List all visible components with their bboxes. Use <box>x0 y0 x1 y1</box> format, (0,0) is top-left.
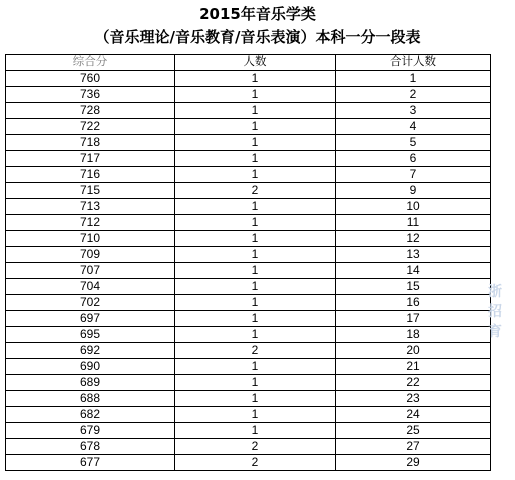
cell-cumulative: 5 <box>336 135 491 151</box>
cell-cumulative: 25 <box>336 423 491 439</box>
cell-cumulative: 22 <box>336 375 491 391</box>
cell-count: 2 <box>175 183 336 199</box>
table-row <box>6 407 491 423</box>
cell-count: 1 <box>175 359 336 375</box>
table-row <box>6 391 491 407</box>
cell-cumulative: 21 <box>336 359 491 375</box>
column-header-count: 人数 <box>175 55 336 71</box>
table-row <box>6 247 491 263</box>
cell-cumulative: 13 <box>336 247 491 263</box>
cell-count: 1 <box>175 135 336 151</box>
cell-count: 1 <box>175 119 336 135</box>
cell-score: 712 <box>6 215 175 231</box>
cell-score: 692 <box>6 343 175 359</box>
table-row <box>6 71 491 87</box>
cell-count: 1 <box>175 215 336 231</box>
cell-score: 713 <box>6 199 175 215</box>
cell-score: 715 <box>6 183 175 199</box>
cell-cumulative: 11 <box>336 215 491 231</box>
cell-score: 709 <box>6 247 175 263</box>
table-row <box>6 263 491 279</box>
table-row <box>6 135 491 151</box>
table-row <box>6 359 491 375</box>
cell-score: 678 <box>6 439 175 455</box>
table-row <box>6 215 491 231</box>
cell-score: 722 <box>6 119 175 135</box>
cell-cumulative: 7 <box>336 167 491 183</box>
cell-count: 1 <box>175 151 336 167</box>
cell-cumulative: 24 <box>336 407 491 423</box>
cell-cumulative: 6 <box>336 151 491 167</box>
cell-cumulative: 2 <box>336 87 491 103</box>
watermark-text: 育 <box>488 324 502 340</box>
page-subtitle: （音乐理论/音乐教育/音乐表演）本科一分一段表 <box>94 28 421 46</box>
cell-count: 1 <box>175 71 336 87</box>
cell-score: 710 <box>6 231 175 247</box>
table-body <box>6 71 491 471</box>
cell-score: 704 <box>6 279 175 295</box>
cell-count: 1 <box>175 279 336 295</box>
table-row <box>6 439 491 455</box>
cell-score: 728 <box>6 103 175 119</box>
cell-count: 1 <box>175 231 336 247</box>
score-distribution-table <box>5 54 491 471</box>
cell-score: 677 <box>6 455 175 471</box>
cell-cumulative: 27 <box>336 439 491 455</box>
column-header-cumulative: 合计人数 <box>336 55 491 71</box>
cell-count: 1 <box>175 263 336 279</box>
cell-count: 1 <box>175 391 336 407</box>
cell-count: 1 <box>175 199 336 215</box>
cell-score: 717 <box>6 151 175 167</box>
cell-count: 1 <box>175 295 336 311</box>
cell-count: 1 <box>175 103 336 119</box>
cell-score: 690 <box>6 359 175 375</box>
cell-score: 689 <box>6 375 175 391</box>
table-row <box>6 119 491 135</box>
column-header-score: 综合分 <box>6 55 175 71</box>
cell-count: 1 <box>175 327 336 343</box>
cell-cumulative: 29 <box>336 455 491 471</box>
table-row <box>6 87 491 103</box>
table-row <box>6 327 491 343</box>
table-row <box>6 375 491 391</box>
cell-cumulative: 1 <box>336 71 491 87</box>
cell-score: 736 <box>6 87 175 103</box>
cell-score: 697 <box>6 311 175 327</box>
cell-cumulative: 14 <box>336 263 491 279</box>
cell-score: 695 <box>6 327 175 343</box>
page-title: 2015年音乐学类 <box>199 5 316 23</box>
cell-cumulative: 18 <box>336 327 491 343</box>
cell-score: 718 <box>6 135 175 151</box>
cell-cumulative: 23 <box>336 391 491 407</box>
cell-cumulative: 17 <box>336 311 491 327</box>
table-row <box>6 199 491 215</box>
cell-score: 679 <box>6 423 175 439</box>
table-row <box>6 423 491 439</box>
cell-count: 1 <box>175 423 336 439</box>
cell-count: 1 <box>175 375 336 391</box>
table-row <box>6 183 491 199</box>
cell-score: 702 <box>6 295 175 311</box>
table-row <box>6 311 491 327</box>
watermark <box>488 282 515 362</box>
cell-cumulative: 4 <box>336 119 491 135</box>
table-row <box>6 167 491 183</box>
cell-count: 1 <box>175 247 336 263</box>
cell-count: 1 <box>175 167 336 183</box>
cell-count: 2 <box>175 343 336 359</box>
table-row <box>6 343 491 359</box>
table-row <box>6 151 491 167</box>
cell-cumulative: 10 <box>336 199 491 215</box>
cell-count: 1 <box>175 311 336 327</box>
cell-count: 2 <box>175 455 336 471</box>
cell-cumulative: 3 <box>336 103 491 119</box>
cell-score: 707 <box>6 263 175 279</box>
cell-count: 1 <box>175 87 336 103</box>
table-header-row <box>6 55 491 71</box>
table-row <box>6 455 491 471</box>
cell-score: 716 <box>6 167 175 183</box>
cell-count: 1 <box>175 407 336 423</box>
table-row <box>6 231 491 247</box>
cell-cumulative: 12 <box>336 231 491 247</box>
cell-score: 760 <box>6 71 175 87</box>
table-row <box>6 295 491 311</box>
cell-cumulative: 9 <box>336 183 491 199</box>
cell-score: 688 <box>6 391 175 407</box>
cell-cumulative: 15 <box>336 279 491 295</box>
cell-score: 682 <box>6 407 175 423</box>
table-row <box>6 279 491 295</box>
cell-cumulative: 16 <box>336 295 491 311</box>
watermark-text: 招 <box>488 304 502 320</box>
cell-count: 2 <box>175 439 336 455</box>
cell-cumulative: 20 <box>336 343 491 359</box>
table-row <box>6 103 491 119</box>
watermark-text: 浙 <box>488 284 502 300</box>
